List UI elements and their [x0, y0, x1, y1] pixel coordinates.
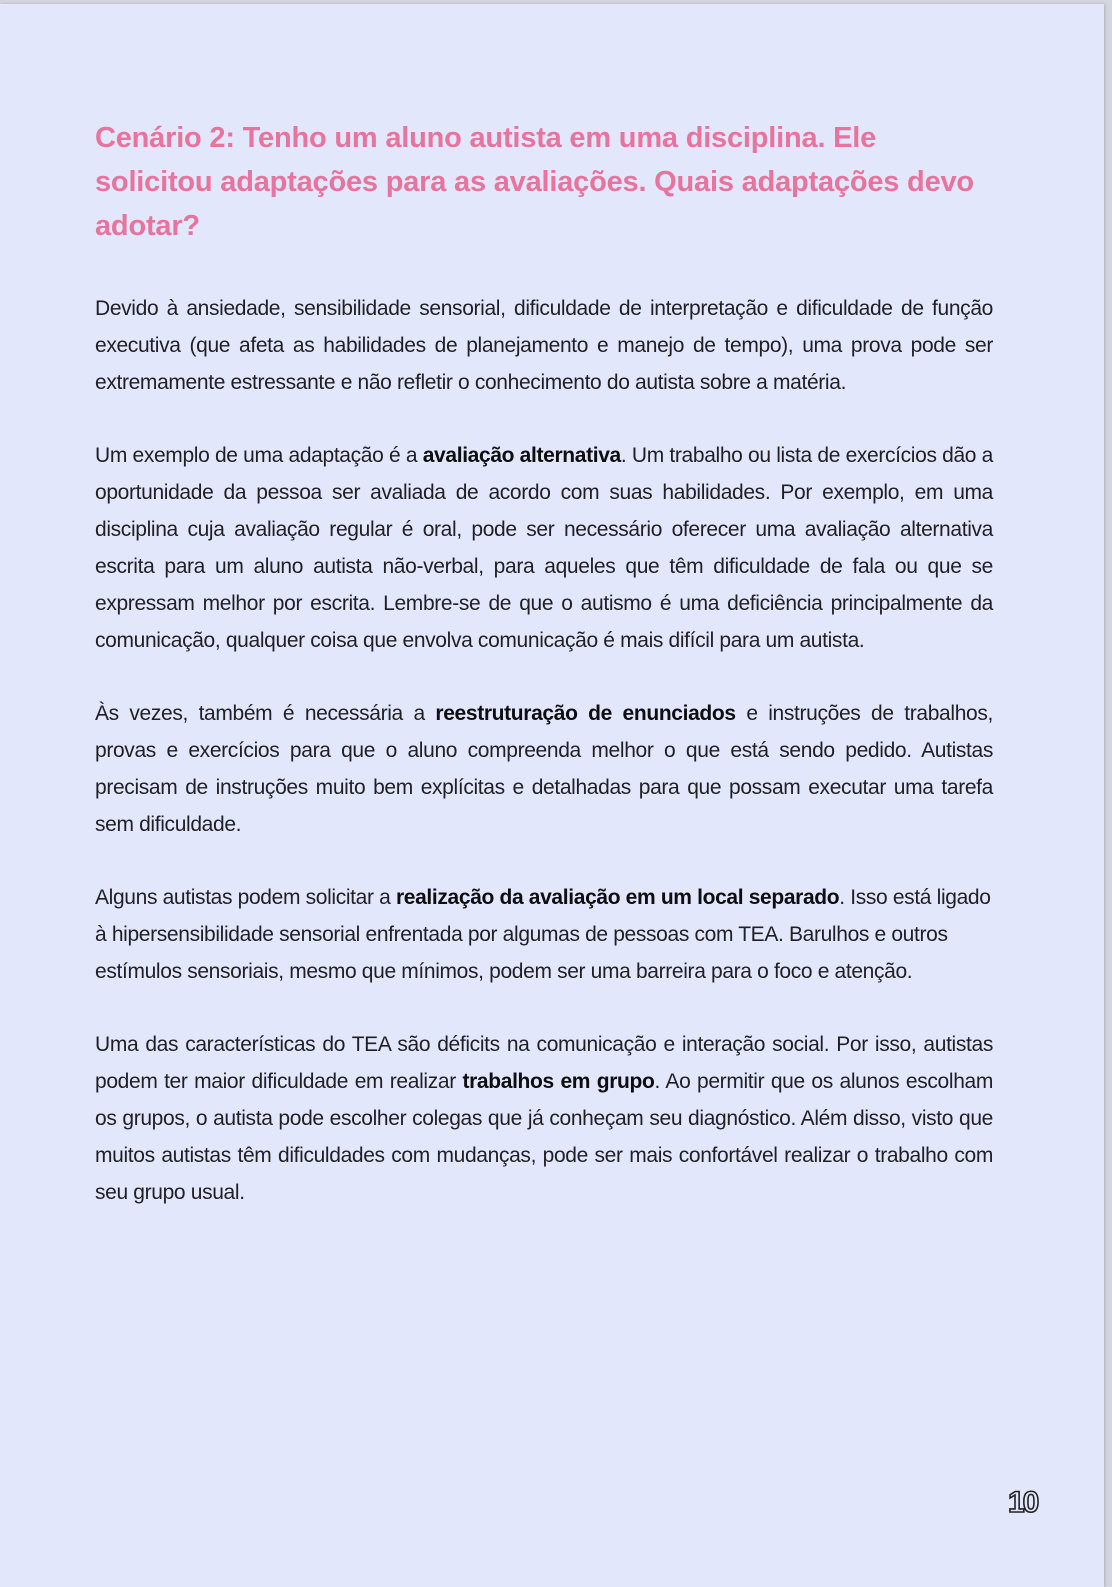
highlight-separate-location: realização da avaliação em um local separado: [395, 886, 840, 909]
scenario-title: Cenário 2: Tenho um aluno autista em uma disciplina. Ele solicitou adaptações para as avaliações. Quais adaptações devo adotar?: [95, 122, 974, 242]
highlight-restructuring: reestruturação de enunciados: [435, 702, 736, 725]
body-text: [95, 290, 993, 1211]
paragraph-separate-location: [95, 879, 993, 990]
paragraph-text: Alguns autistas podem solicitar a: [95, 886, 396, 909]
paragraph-text: e instruções de trabalhos, provas e exercícios para que o aluno compreenda melhor o que está sendo pedido. Autistas precisam de instruções muito bem explícitas e detalhadas para que possam executar uma tarefa sem dificuldade.: [95, 702, 993, 836]
page-content: [95, 116, 993, 1247]
document-page: [0, 4, 1104, 1587]
paragraph-text: Um exemplo de uma adaptação é a: [95, 444, 423, 467]
paragraph-text: Devido à ansiedade, sensibilidade sensorial, dificuldade de interpretação e dificuldade de função executiva (que afeta as habilidades de planejamento e manejo de tempo), uma prova pode ser extremamente estressante e não refletir o conhecimento do autista sobre a matéria.: [95, 297, 993, 394]
paragraph-text: Às vezes, também é necessária a: [95, 702, 436, 725]
page-number: 10: [1008, 1486, 1038, 1519]
paragraph-restructuring: [95, 695, 993, 843]
paragraph-anxiety: [95, 290, 993, 401]
paragraph-group-work: [95, 1026, 993, 1211]
paragraph-text: Uma das características do TEA são déficits na comunicação e interação social. Por isso, autistas podem ter maior dificuldade em realizar: [95, 1033, 993, 1093]
paragraph-text: . Isso está ligado à hipersensibilidade sensorial enfrentada por algumas de pessoas com TEA. Barulhos e outros estímulos sensoriais, mesmo que mínimos, podem ser uma barreira para o foco e atenção.: [95, 886, 991, 983]
highlight-group-work: trabalhos em grupo: [462, 1070, 655, 1093]
paragraph-text: . Ao permitir que os alunos escolham os grupos, o autista pode escolher colegas que já conheçam seu diagnóstico. Além disso, visto que muitos autistas têm dificuldades com mudanças, pode ser mais confortável realizar o trabalho com seu grupo usual.: [95, 1070, 994, 1204]
paragraph-alternative-assessment: [95, 437, 993, 659]
highlight-alternative-assessment: avaliação alternativa: [422, 444, 621, 467]
paragraph-text: . Um trabalho ou lista de exercícios dão a oportunidade da pessoa ser avaliada de acordo com suas habilidades. Por exemplo, em uma disciplina cuja avaliação regular é oral, pode ser necessário oferecer uma avaliação alternativa escrita para um aluno autista não-verbal, para aqueles que têm dificuldade de fala ou que se expressam melhor por escrita. Lembre-se de que o autismo é uma deficiência principalmente da comunicação, qualquer coisa que envolva comunicação é mais difícil para um autista.: [95, 444, 993, 652]
